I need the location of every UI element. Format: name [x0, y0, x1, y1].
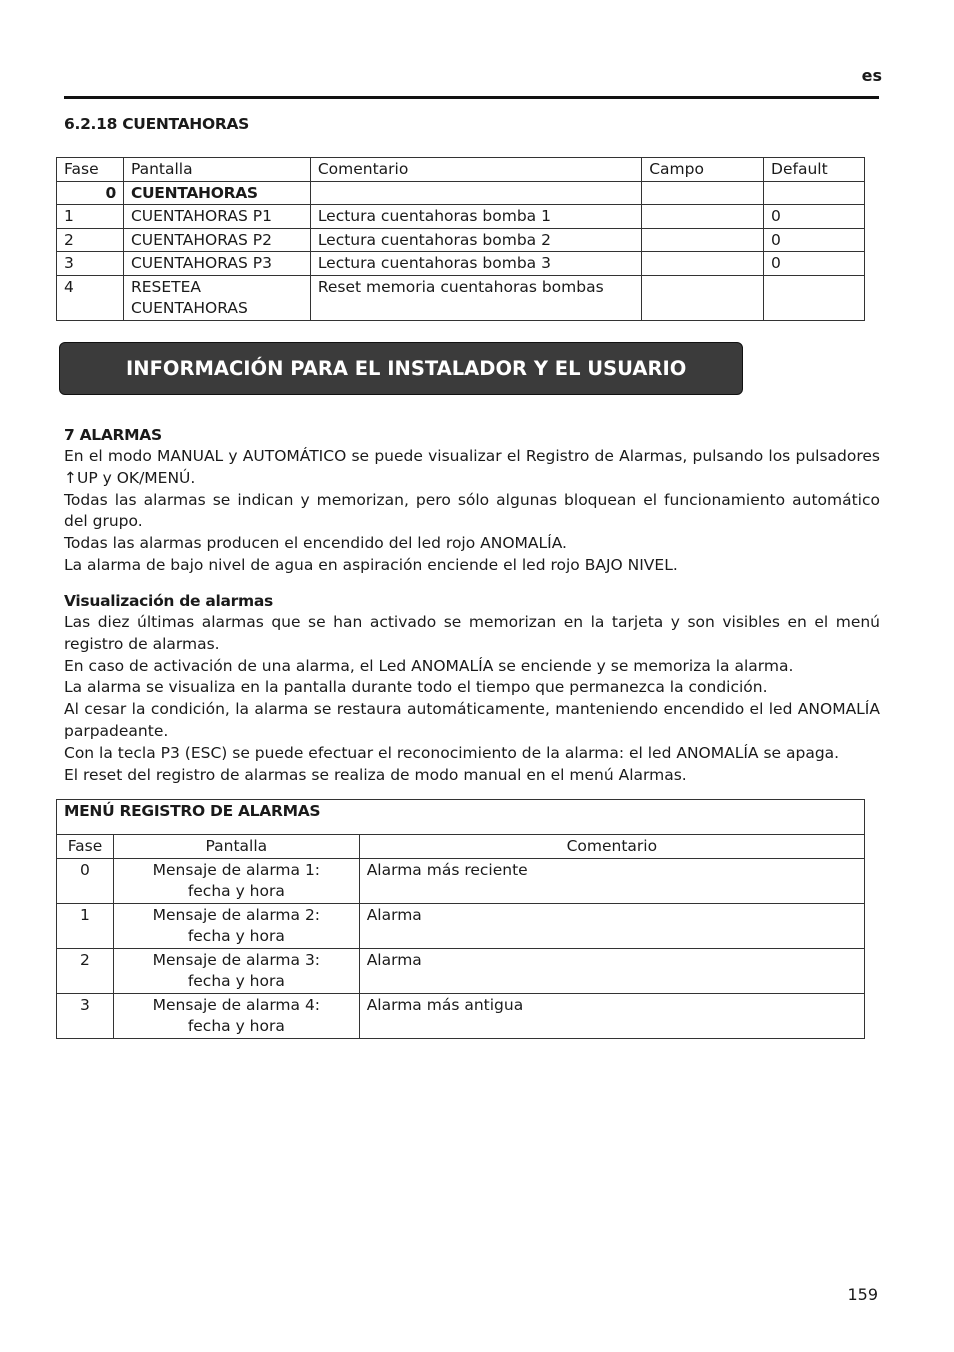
cell-line: fecha y hora [187, 927, 285, 945]
table-cell [764, 181, 865, 205]
cell-line: Mensaje de alarma 4: [152, 995, 321, 1014]
alarmas-text [64, 446, 880, 577]
table-row [57, 181, 865, 205]
cell-line: Mensaje de alarma 3: [152, 950, 321, 969]
column-header: Pantalla [123, 158, 310, 182]
paragraph: En el modo MANUAL y AUTOMÁTICO se puede visualizar el Registro de Alarmas, pulsando los pulsadores ↑UP y OK/MENÚ. [64, 447, 880, 487]
section-title-visualizacion: Visualización de alarmas [64, 592, 273, 610]
table-cell: RESETEA CUENTAHORAS [123, 275, 310, 320]
table-row [57, 948, 865, 993]
table-cell: Alarma más antigua [359, 993, 864, 1038]
section-title-alarmas: 7 ALARMAS [64, 426, 162, 444]
table-cell: Reset memoria cuentahoras bombas [310, 275, 641, 320]
table-cell: 1 [57, 205, 124, 229]
table-cell: 3 [57, 252, 124, 276]
language-code: es [861, 66, 882, 85]
table-cell: 0 [764, 228, 865, 252]
table-cell: Alarma más reciente [359, 858, 864, 903]
table-cell [310, 181, 641, 205]
header-rule [64, 96, 879, 99]
table-cell [642, 275, 764, 320]
table-cell: 3 [57, 993, 114, 1038]
paragraph: Todas las alarmas producen el encendido del led rojo ANOMALÍA. [64, 534, 567, 553]
table-cell [642, 205, 764, 229]
table-cell [642, 228, 764, 252]
cuentahoras-table [56, 157, 865, 321]
table-cell [642, 181, 764, 205]
column-header: Campo [642, 158, 764, 182]
table-cell [113, 948, 359, 993]
column-header: Comentario [310, 158, 641, 182]
menu-registro-table [56, 799, 865, 1039]
paragraph: El reset del registro de alarmas se realiza de modo manual en el menú Alarmas. [64, 765, 687, 784]
table-cell: 0 [764, 205, 865, 229]
cell-line: fecha y hora [187, 972, 285, 990]
table-cell: Alarma [359, 903, 864, 948]
table-row [57, 275, 865, 320]
table-cell: Alarma [359, 948, 864, 993]
table-cell [764, 275, 865, 320]
table-row [57, 228, 865, 252]
section-title-cuentahoras: 6.2.18 CUENTAHORAS [64, 115, 250, 133]
section-banner: INFORMACIÓN PARA EL INSTALADOR Y EL USUARIO [59, 342, 743, 395]
column-header: Default [764, 158, 865, 182]
table-cell [113, 858, 359, 903]
table-cell: Lectura cuentahoras bomba 2 [310, 228, 641, 252]
paragraph: Con la tecla P3 (ESC) se puede efectuar el reconocimiento de la alarma: el led ANOMALÍA se apaga. [64, 743, 840, 762]
table-cell: 1 [57, 903, 114, 948]
table-row [57, 205, 865, 229]
table-cell: 2 [57, 948, 114, 993]
paragraph: Las diez últimas alarmas que se han activado se memorizan en la tarjeta y son visibles en el menú registro de alarmas. [64, 613, 880, 653]
table-cell [113, 993, 359, 1038]
table-cell: 4 [57, 275, 124, 320]
table-row [57, 993, 865, 1038]
cell-line: Mensaje de alarma 1: [152, 860, 321, 879]
page-number: 159 [847, 1285, 878, 1304]
paragraph: Al cesar la condición, la alarma se restaura automáticamente, manteniendo encendido el led ANOMALÍA parpadeante. [64, 700, 880, 740]
table-cell: 0 [764, 252, 865, 276]
column-header: Comentario [359, 835, 864, 859]
cell-line: fecha y hora [187, 882, 285, 900]
table-row [57, 252, 865, 276]
table-cell: CUENTAHORAS P3 [123, 252, 310, 276]
table-cell: CUENTAHORAS [123, 181, 310, 205]
paragraph: La alarma se visualiza en la pantalla durante todo el tiempo que permanezca la condición. [64, 678, 768, 697]
table-caption: MENÚ REGISTRO DE ALARMAS [57, 800, 865, 835]
table-header-row [57, 835, 865, 859]
table-row [57, 903, 865, 948]
table-header-row [57, 158, 865, 182]
table-cell: CUENTAHORAS P2 [123, 228, 310, 252]
column-header: Pantalla [113, 835, 359, 859]
table-cell [642, 252, 764, 276]
table-cell: CUENTAHORAS P1 [123, 205, 310, 229]
column-header: Fase [57, 835, 114, 859]
table-cell: Lectura cuentahoras bomba 1 [310, 205, 641, 229]
table-cell: 0 [57, 181, 124, 205]
table-caption-row [57, 800, 865, 835]
table-cell: Lectura cuentahoras bomba 3 [310, 252, 641, 276]
paragraph: Todas las alarmas se indican y memorizan, pero sólo algunas bloquean el funcionamiento automático del grupo. [64, 490, 880, 531]
table-cell: 2 [57, 228, 124, 252]
table-cell [113, 903, 359, 948]
column-header: Fase [57, 158, 124, 182]
paragraph: En caso de activación de una alarma, el Led ANOMALÍA se enciende y se memoriza la alarma. [64, 656, 794, 675]
cell-line: fecha y hora [187, 1017, 285, 1035]
paragraph: La alarma de bajo nivel de agua en aspiración enciende el led rojo BAJO NIVEL. [64, 555, 678, 574]
table-cell: 0 [57, 858, 114, 903]
visualizacion-text [64, 612, 880, 786]
cell-line: Mensaje de alarma 2: [152, 905, 321, 924]
table-row [57, 858, 865, 903]
